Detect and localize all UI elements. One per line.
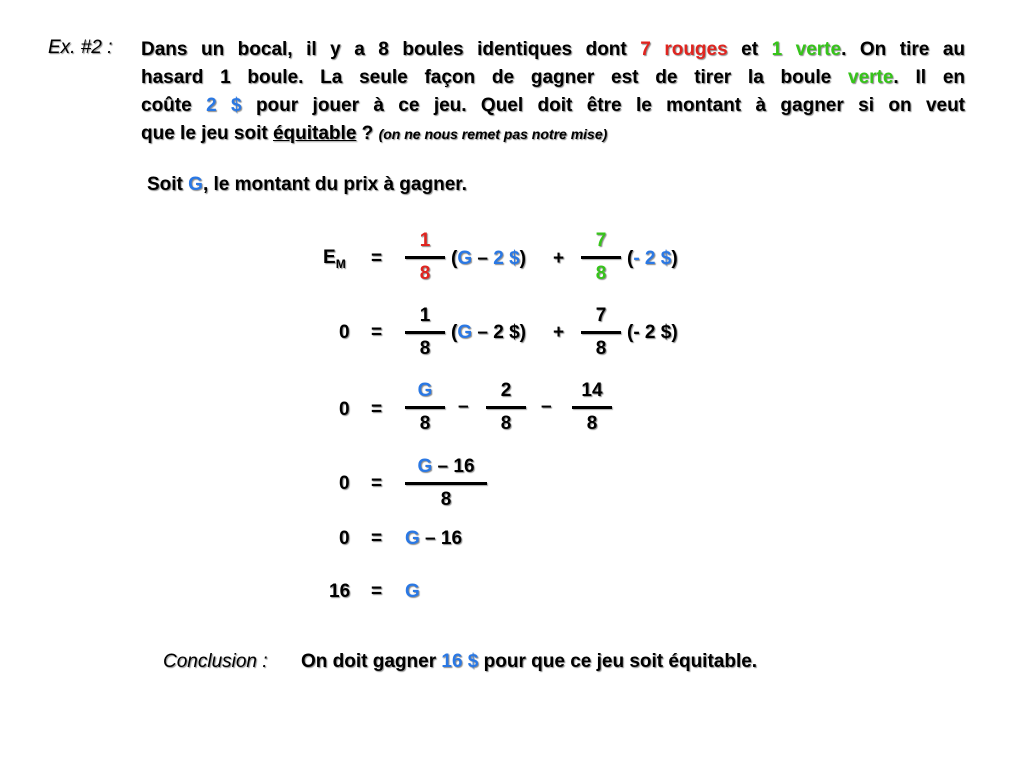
row2-lhs: 0	[339, 322, 350, 343]
note-text: (on ne nous remet pas notre mise)	[378, 126, 608, 142]
row3-lhs: 0	[339, 399, 350, 420]
row2-fraction-2: 7 8	[581, 304, 621, 361]
exercise-label: Ex. #2 :	[48, 37, 113, 58]
statement-line-3: coûte 2 $ pour jouer à ce jeu. Quel doit être le montant à gagner si on veut	[141, 95, 966, 116]
variable-g: G	[188, 174, 203, 195]
row1-equals: =	[371, 248, 383, 269]
row1-paren-2: (- 2 $)	[627, 248, 678, 269]
row6-equals: =	[371, 581, 383, 602]
row2-plus: +	[553, 322, 565, 343]
row4-fraction: G – 16 8	[405, 455, 487, 512]
row2-paren-2: (- 2 $)	[627, 322, 678, 343]
row1-paren-1: (G – 2 $)	[451, 248, 526, 269]
row2-fraction-1: 1 8	[405, 304, 445, 361]
row3-equals: =	[371, 399, 383, 420]
row1-fraction-1: 1 8	[405, 229, 445, 286]
row1-lhs: $E_M$	[323, 247, 346, 271]
green-count: 1 verte	[771, 39, 842, 60]
row3-fraction-3: 14 8	[572, 379, 612, 436]
statement-line-4: que le jeu soit équitable ? (on ne nous remet pas notre mise)	[141, 123, 608, 144]
variable-definition: Soit G, le montant du prix à gagner.	[147, 174, 467, 195]
row3-minus-1: –	[458, 396, 469, 417]
red-count: 7 rouges	[640, 39, 728, 60]
equitable-word: équitable	[272, 123, 357, 144]
green-word: verte	[848, 67, 894, 88]
row3-fraction-2: 2 8	[486, 379, 526, 436]
row5-rhs: G – 16	[405, 528, 463, 549]
cost-amount: 2 $	[206, 95, 242, 116]
conclusion-text: On doit gagner 16 $ pour que ce jeu soit équitable.	[301, 651, 758, 672]
statement-line-1: Dans un bocal, il y a 8 boules identiques dont 7 rouges et 1 verte. On tire au	[141, 39, 965, 60]
row6-lhs: 16	[329, 581, 351, 602]
row2-paren-1: (G – 2 $)	[451, 322, 526, 343]
row2-equals: =	[371, 322, 383, 343]
conclusion-label: Conclusion :	[163, 651, 268, 672]
row6-rhs: G	[405, 581, 420, 602]
row4-lhs: 0	[339, 473, 350, 494]
row3-fraction-1: G 8	[405, 379, 445, 436]
prize-amount: 16 $	[441, 651, 479, 672]
statement-line-2: hasard 1 boule. La seule façon de gagner est de tirer la boule verte. Il en	[141, 67, 965, 88]
problem-statement	[141, 36, 965, 148]
row1-plus: +	[553, 248, 565, 269]
row1-fraction-2: 7 8	[581, 229, 621, 286]
row5-lhs: 0	[339, 528, 350, 549]
row3-minus-2: –	[541, 396, 552, 417]
row5-equals: =	[371, 528, 383, 549]
row4-equals: =	[371, 473, 383, 494]
